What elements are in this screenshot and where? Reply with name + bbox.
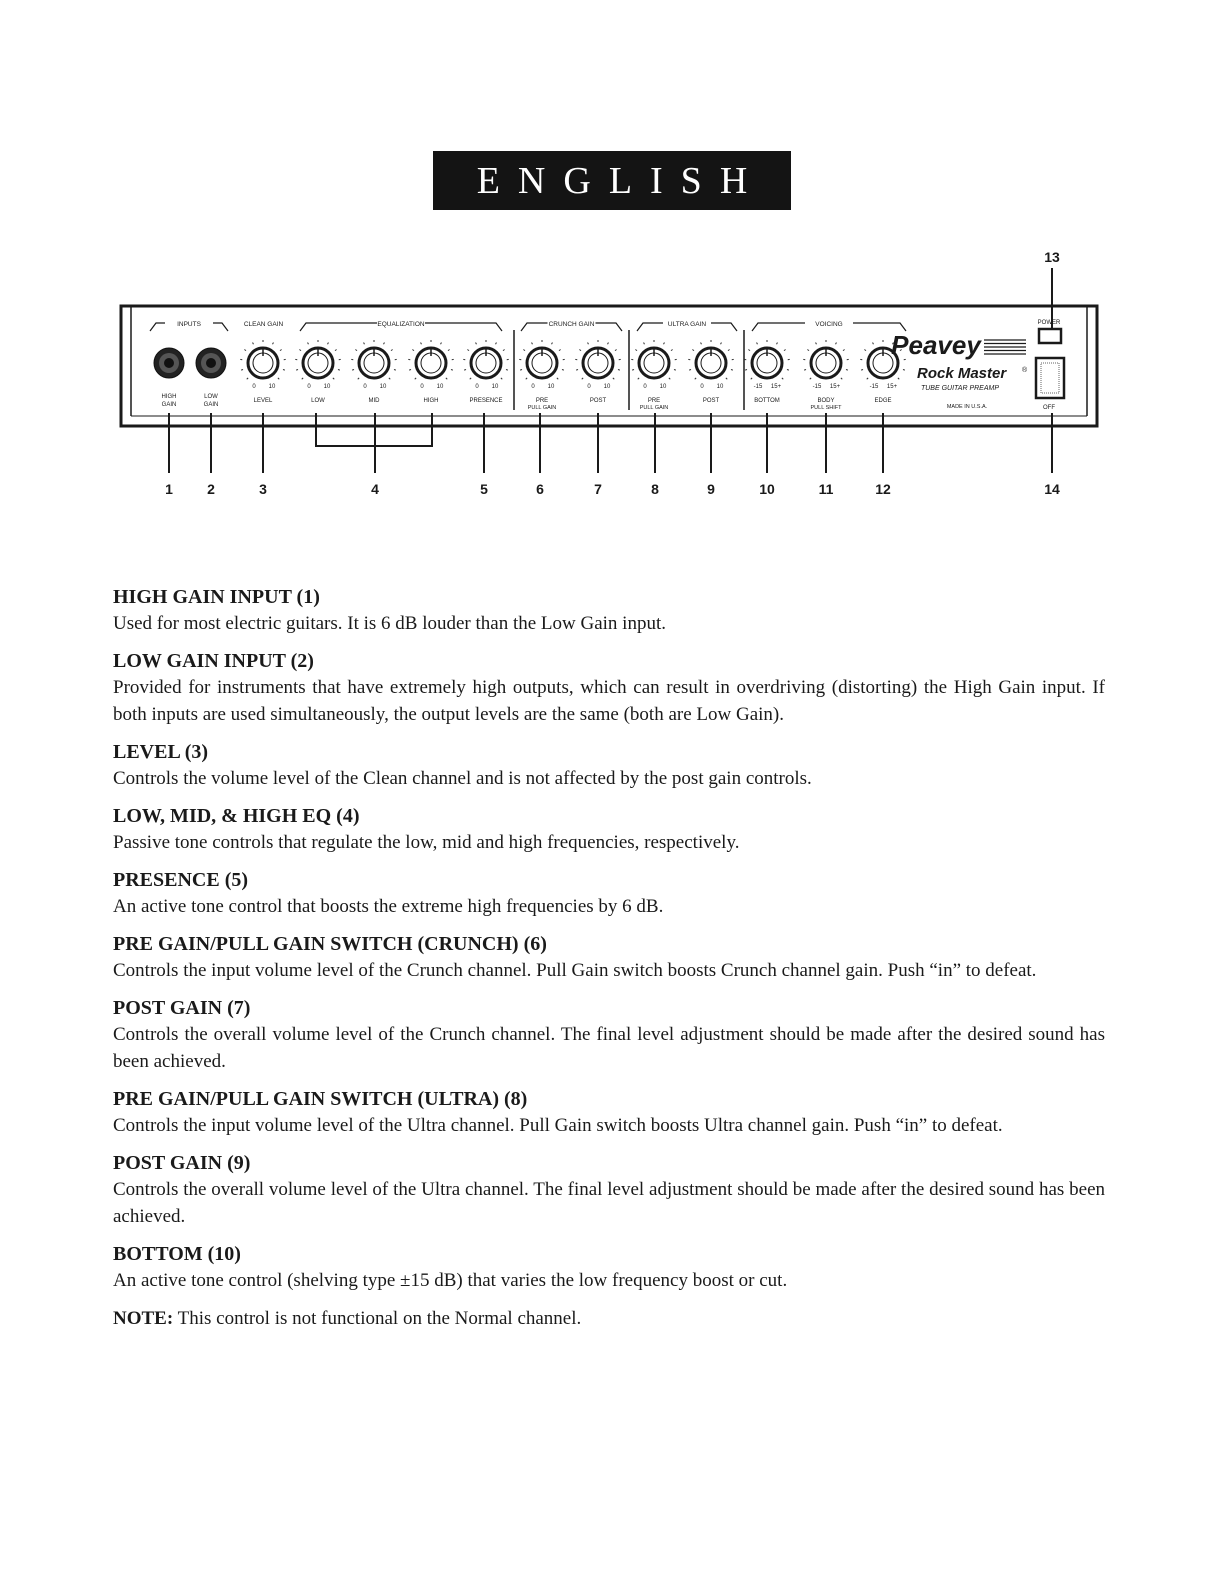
knob-tick (451, 369, 453, 370)
knob-label: PRESENCE (469, 398, 503, 404)
knob-tick (412, 349, 414, 350)
knob-tick (470, 378, 471, 379)
knob-tick (448, 349, 450, 350)
knob-tick (757, 343, 758, 345)
entry (113, 739, 1105, 792)
knob-tick (721, 343, 722, 345)
entry (113, 1150, 1105, 1230)
note (113, 1305, 1105, 1332)
knob-tick (689, 369, 691, 370)
knob-tick (355, 349, 357, 350)
knob-tick (695, 378, 696, 379)
note-label: NOTE: (113, 1308, 174, 1329)
jack-label: GAIN (203, 402, 219, 408)
knob-tick (441, 343, 442, 345)
knob-tick (389, 378, 390, 379)
entry-title: BOTTOM (10) (113, 1243, 241, 1265)
input-jack-hole (164, 358, 174, 368)
knob-tick (777, 343, 778, 345)
switch-off-label: OFF (1043, 405, 1055, 411)
knob-scale-min: 0 (475, 384, 479, 390)
knob-label: HIGH (423, 398, 439, 404)
entry-body: Controls the input volume level of the Crunch channel. Pull Gain switch boosts Crunch channel gain. Push “in” to defeat. (113, 960, 1037, 981)
knob-scale-max: 10 (659, 384, 667, 390)
entry (113, 931, 1105, 984)
entry-body: Controls the volume level of the Clean channel and is not affected by the post gain controls. (113, 768, 812, 789)
knob-tick (283, 369, 285, 370)
knob-tick (364, 343, 365, 345)
entry (113, 1086, 1105, 1139)
knob-tick (532, 343, 533, 345)
knob-tick (669, 378, 670, 379)
entry-title: POST GAIN (9) (113, 1152, 251, 1174)
knob-scale-min: -15 (812, 384, 822, 390)
callout-number: 9 (707, 481, 715, 497)
section-label: CLEAN GAIN (243, 321, 284, 328)
model-mark: ® (1022, 367, 1028, 374)
callout-number: 4 (371, 481, 379, 497)
descriptions (113, 584, 1105, 1332)
entry (113, 648, 1105, 728)
knob-tick (782, 378, 783, 379)
entry-title: PRESENCE (5) (113, 869, 249, 891)
entry-body: Controls the input volume level of the Ultra channel. Pull Gain switch boosts Ultra channel gain. Push “in” to defeat. (113, 1115, 1003, 1136)
knob-tick (496, 343, 497, 345)
knob-tick (701, 343, 702, 345)
knob-tick (843, 349, 845, 350)
callout-number: 7 (594, 481, 602, 497)
knob-tick (576, 369, 578, 370)
callout-number: 13 (1044, 249, 1060, 265)
model-subtitle: TUBE GUITAR PREAMP (920, 385, 1000, 392)
knob-scale-max: 10 (268, 384, 276, 390)
section-label: CRUNCH GAIN (548, 321, 595, 328)
callout-number: 2 (207, 481, 215, 497)
callout-number: 11 (818, 481, 834, 497)
knob-tick (394, 369, 396, 370)
knob-tick (244, 349, 246, 350)
knob-tick (409, 369, 411, 370)
knob-tick (280, 349, 282, 350)
knob-tick (421, 343, 422, 345)
knob-scale-min: 0 (252, 384, 256, 390)
jack-label: HIGH (161, 394, 177, 400)
knob-tick (807, 349, 809, 350)
knob-tick (557, 378, 558, 379)
knob-scale-min: 0 (700, 384, 704, 390)
entry-title: POST GAIN (7) (113, 997, 251, 1019)
entry (113, 1241, 1105, 1294)
knob-tick (632, 369, 634, 370)
knob-scale-min: 0 (363, 384, 367, 390)
entry-title: HIGH GAIN INPUT (1) (113, 586, 320, 608)
entry-body: An active tone control that boosts the extreme high frequencies by 6 dB. (113, 896, 664, 917)
peavey-logo: Peavey (891, 330, 981, 360)
entry-title: LOW GAIN INPUT (2) (113, 650, 314, 672)
knob-tick (644, 343, 645, 345)
knob-tick (664, 343, 665, 345)
knob-tick (861, 369, 863, 370)
knob-tick (751, 378, 752, 379)
knob-tick (467, 349, 469, 350)
knob-scale-max: 10 (547, 384, 555, 390)
knob-tick (526, 378, 527, 379)
knob-tick (873, 343, 874, 345)
knob-scale-max: 15+ (886, 384, 898, 390)
power-label: POWER (1037, 320, 1061, 326)
knob-tick (726, 378, 727, 379)
entry-body: Controls the overall volume level of the Ultra channel. The final level adjustment should be made after the desired sound has been achieved. (113, 1179, 1105, 1227)
knob-tick (692, 349, 694, 350)
knob-tick (358, 378, 359, 379)
knob-scale-min: -15 (869, 384, 879, 390)
knob-tick (562, 369, 564, 370)
knob-tick (384, 343, 385, 345)
section-label: VOICING (815, 321, 843, 328)
knob-scale-min: 0 (307, 384, 311, 390)
knob-tick (846, 369, 848, 370)
knob-tick (804, 369, 806, 370)
knob-label: BODY (817, 398, 835, 404)
knob-tick (816, 343, 817, 345)
knob-tick (299, 349, 301, 350)
knob-tick (731, 369, 733, 370)
knob-tick (579, 349, 581, 350)
knob-scale-max: 10 (379, 384, 387, 390)
knob-label: MID (368, 398, 380, 404)
knob-tick (836, 343, 837, 345)
callout-number: 12 (875, 481, 891, 497)
callout-number: 3 (259, 481, 267, 497)
knob-label: LEVEL (253, 398, 273, 404)
knob-tick (748, 349, 750, 350)
knob-tick (352, 369, 354, 370)
front-panel-diagram (0, 0, 1224, 520)
knob-tick (841, 378, 842, 379)
entry (113, 867, 1105, 920)
knob-tick (253, 343, 254, 345)
knob-label: PRE (535, 398, 549, 404)
entry-title: PRE GAIN/PULL GAIN SWITCH (CRUNCH) (6) (113, 933, 547, 955)
entry (113, 803, 1105, 856)
knob-scale-min: 0 (531, 384, 535, 390)
knob-label: EDGE (874, 398, 892, 404)
knob-tick (898, 378, 899, 379)
knob-tick (784, 349, 786, 350)
knob-scale-max: 10 (436, 384, 444, 390)
section-label: EQUALIZATION (377, 321, 425, 328)
knob-label: POST (702, 398, 720, 404)
knob-tick (608, 343, 609, 345)
knob-tick (618, 369, 620, 370)
knob-tick (638, 378, 639, 379)
knob-label: PRE (647, 398, 661, 404)
input-jack-hole (206, 358, 216, 368)
knob-tick (552, 343, 553, 345)
entry-title: PRE GAIN/PULL GAIN SWITCH (ULTRA) (8) (113, 1088, 528, 1110)
knob-tick (903, 369, 905, 370)
knob-tick (338, 369, 340, 370)
knob-tick (613, 378, 614, 379)
entry-body: Provided for instruments that have extremely high outputs, which can result in overdriving (distorting) the High Gain input. If both inputs are used simultaneously, the output levels are the same (both are Low Gain). (113, 677, 1105, 725)
callout-number: 1 (165, 481, 173, 497)
knob-tick (506, 369, 508, 370)
callout-number: 6 (536, 481, 544, 497)
knob-tick (520, 369, 522, 370)
knob-tick (335, 349, 337, 350)
knob-tick (810, 378, 811, 379)
knob-label-sub: PULL GAIN (639, 405, 669, 411)
knob-tick (446, 378, 447, 379)
knob-tick (864, 349, 866, 350)
knob-tick (415, 378, 416, 379)
knob-tick (728, 349, 730, 350)
callout-number: 5 (480, 481, 488, 497)
knob-tick (588, 343, 589, 345)
entry-body: Passive tone controls that regulate the low, mid and high frequencies, respectively. (113, 832, 740, 853)
knob-scale-max: 10 (491, 384, 499, 390)
section-label: INPUTS (177, 321, 201, 328)
knob-tick (787, 369, 789, 370)
jack-label: LOW (204, 394, 218, 400)
entry-body: Used for most electric guitars. It is 6 dB louder than the Low Gain input. (113, 613, 666, 634)
knob-tick (302, 378, 303, 379)
knob-label: LOW (311, 398, 325, 404)
knob-tick (241, 369, 243, 370)
knob-scale-max: 10 (716, 384, 724, 390)
section-label: ULTRA GAIN (667, 321, 707, 328)
knob-tick (476, 343, 477, 345)
knob-tick (296, 369, 298, 370)
knob-tick (391, 349, 393, 350)
entry-title: LOW, MID, & HIGH EQ (4) (113, 805, 360, 827)
knob-tick (278, 378, 279, 379)
knob-scale-max: 10 (603, 384, 611, 390)
knob-scale-max: 15+ (770, 384, 782, 390)
model-name: Rock Master (917, 365, 1007, 382)
callout-number: 10 (759, 481, 775, 497)
power-lamp (1039, 329, 1061, 343)
knob-tick (273, 343, 274, 345)
knob-label: POST (589, 398, 607, 404)
knob-scale-min: 0 (587, 384, 591, 390)
callout-number: 14 (1044, 481, 1060, 497)
knob-tick (501, 378, 502, 379)
entry-body: Controls the overall volume level of the Crunch channel. The final level adjustment should be made after the desired sound has been achieved. (113, 1024, 1105, 1072)
knob-tick (635, 349, 637, 350)
knob-scale-max: 15+ (829, 384, 841, 390)
made-in-label: MADE IN U.S.A. (946, 404, 988, 410)
knob-tick (671, 349, 673, 350)
knob-tick (333, 378, 334, 379)
knob-scale-min: -15 (753, 384, 763, 390)
knob-scale-max: 10 (323, 384, 331, 390)
knob-tick (523, 349, 525, 350)
knob-tick (582, 378, 583, 379)
knob-label-sub: PULL SHIFT (810, 405, 842, 411)
entry (113, 584, 1105, 637)
knob-tick (464, 369, 466, 370)
callout-number: 8 (651, 481, 659, 497)
knob-scale-min: 0 (643, 384, 647, 390)
entry-body: An active tone control (shelving type ±15 dB) that varies the low frequency boost or cut. (113, 1270, 788, 1291)
entry-list (113, 584, 1105, 1294)
knob-tick (674, 369, 676, 370)
knob-tick (328, 343, 329, 345)
knob-scale-min: 0 (420, 384, 424, 390)
knob-tick (308, 343, 309, 345)
knob-label-sub: PULL GAIN (527, 405, 557, 411)
note-text: This control is not functional on the Normal channel. (177, 1308, 582, 1329)
entry (113, 995, 1105, 1075)
language-banner: ENGLISH (433, 151, 791, 210)
knob-tick (503, 349, 505, 350)
knob-tick (867, 378, 868, 379)
power-switch (1036, 358, 1064, 398)
entry-title: LEVEL (3) (113, 741, 209, 763)
front-panel-svg (0, 0, 1224, 520)
knob-tick (615, 349, 617, 350)
knob-tick (745, 369, 747, 370)
knob-tick (559, 349, 561, 350)
knob-label: BOTTOM (754, 398, 780, 404)
knob-tick (247, 378, 248, 379)
jack-label: GAIN (161, 402, 177, 408)
